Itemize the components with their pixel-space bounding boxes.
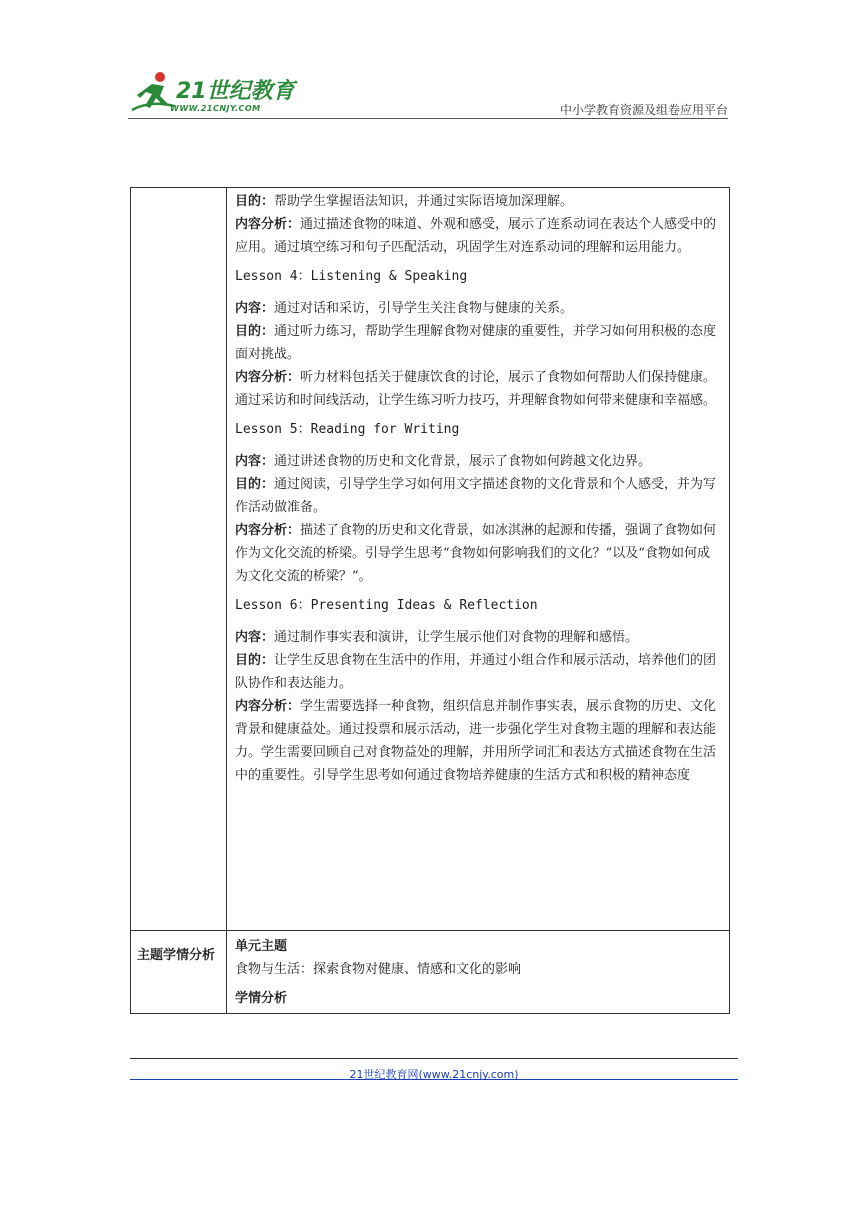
lesson4-purpose: 目的：通过听力练习，帮助学生理解食物对健康的重要性，并学习如何用积极的态度面对挑战。 [235, 324, 717, 362]
content-label: 内容： [235, 454, 275, 469]
purpose-label: 目的： [235, 477, 275, 492]
table-row-divider [131, 930, 729, 931]
footer-link-text[interactable]: 21世纪教育网(www.21cnjy.com) [349, 1068, 519, 1081]
learner-analysis-heading: 学情分析 [235, 991, 288, 1006]
lesson-analysis-cell [235, 190, 721, 787]
analysis-label: 内容分析： [235, 217, 301, 232]
lesson4-analysis: 内容分析：听力材料包括关于健康饮食的讨论，展示了食物如何帮助人们保持健康。通过采访和时间线活动，让学生练习听力技巧，并理解食物如何带来健康和幸福感。 [235, 370, 717, 408]
lesson5-purpose: 目的：通过阅读，引导学生学习如何用文字描述食物的文化背景和个人感受，并为写作活动做准备。 [235, 477, 717, 515]
theme-analysis-label: 主题学情分析 [137, 948, 216, 963]
lesson6-analysis: 内容分析：学生需要选择一种食物，组织信息并制作事实表，展示食物的历史、文化背景和健康益处。通过投票和展示活动，进一步强化学生对食物主题的理解和表达能力。学生需要回顾自己对食物益处的理解，并用所学词汇和表达方式描述食物在生活中的重要性。引导学生思考如何通过食物培养健康的生活方式和积极的精神态度 [235, 699, 717, 783]
footer-divider [130, 1058, 738, 1059]
unit-theme-text: 食物与生活：探索食物对健康、情感和文化的影响 [235, 962, 522, 977]
analysis-label: 内容分析： [235, 370, 301, 385]
header-divider [128, 118, 728, 119]
analysis-label: 内容分析： [235, 523, 301, 538]
content-table [130, 187, 730, 1014]
purpose-label: 目的： [235, 324, 275, 339]
lesson5-analysis: 内容分析：描述了食物的历史和文化背景，如冰淇淋的起源和传播，强调了食物如何作为文化交流的桥梁。引导学生思考“食物如何影响我们的文化？”以及“食物如何成为文化交流的桥梁？”。 [235, 523, 717, 584]
purpose-label: 目的： [235, 653, 275, 668]
content-label: 内容： [235, 630, 275, 645]
page-header [128, 68, 728, 118]
lesson5-title: Lesson 5：Reading for Writing [235, 422, 460, 437]
platform-title: 中小学教育资源及组卷应用平台 [559, 103, 728, 117]
table-left-column [131, 188, 227, 1013]
logo [128, 68, 298, 118]
lesson4-title: Lesson 4：Listening & Speaking [235, 269, 468, 284]
unit-theme-heading: 单元主题 [235, 939, 288, 954]
lesson4-content: 内容：通过对话和采访，引导学生关注食物与健康的关系。 [235, 301, 574, 316]
lesson3-purpose: 目的：帮助学生掌握语法知识，并通过实际语境加深理解。 [235, 194, 574, 209]
logo-url-text: WWW.21CNJY.COM [170, 104, 261, 113]
lesson6-purpose: 目的：让学生反思食物在生活中的作用，并通过小组合作和展示活动，培养他们的团队协作和表达能力。 [235, 653, 717, 691]
content-label: 内容： [235, 301, 275, 316]
lesson5-content: 内容：通过讲述食物的历史和文化背景，展示了食物如何跨越文化边界。 [235, 454, 652, 469]
lesson6-content: 内容：通过制作事实表和演讲，让学生展示他们对食物的理解和感悟。 [235, 630, 639, 645]
logo-brand-text: 21世纪教育 [176, 79, 295, 104]
analysis-label: 内容分析： [235, 699, 301, 714]
footer-link-underline [130, 1079, 738, 1080]
lesson3-analysis: 内容分析：通过描述食物的味道、外观和感受，展示了连系动词在表达个人感受中的应用。通过填空练习和句子匹配活动，巩固学生对连系动词的理解和运用能力。 [235, 217, 717, 255]
purpose-label: 目的： [235, 194, 275, 209]
theme-analysis-cell [235, 935, 721, 1010]
lesson6-title: Lesson 6：Presenting Ideas & Reflection [235, 598, 538, 613]
